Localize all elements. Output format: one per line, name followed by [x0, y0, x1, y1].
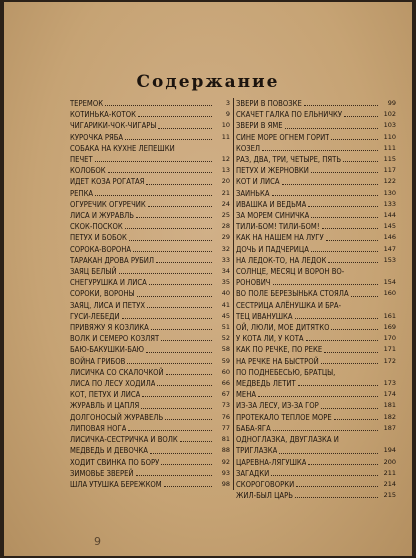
toc-entry-title: ВОЙНА ГРИБОВ — [70, 356, 126, 366]
toc-entry-page: 77 — [221, 423, 230, 432]
leader-dots — [271, 475, 378, 476]
leader-dots — [146, 184, 212, 185]
toc-entry-title: ВОЛК И СЕМЕРО КОЗЛЯТ — [70, 334, 160, 344]
toc-entry-page: 173 — [383, 379, 396, 388]
toc-entry — [70, 479, 230, 490]
toc-entry — [70, 255, 230, 266]
leader-dots — [311, 217, 378, 218]
toc-entry-title: КОЛОБОК — [70, 166, 106, 176]
toc-entry — [236, 389, 396, 400]
leader-dots — [331, 329, 378, 330]
toc-entry — [236, 457, 396, 468]
toc-entry-page: 153 — [383, 255, 396, 264]
toc-entry-page: 3 — [225, 99, 230, 107]
toc-entry — [236, 356, 396, 367]
toc-entry — [70, 154, 230, 165]
toc-entry-title: ИВАШКА И ВЕДЬМА — [236, 199, 307, 209]
leader-dots — [141, 408, 212, 409]
leader-dots — [136, 475, 212, 476]
leader-dots — [180, 441, 212, 442]
leader-dots — [164, 486, 212, 487]
toc-entry-title: ДОЧЬ И ПАДЧЕРИЦА — [236, 244, 309, 254]
toc-entry-page: 144 — [383, 211, 396, 220]
toc-entry — [236, 333, 396, 344]
toc-entry-title: ЗАИНЬКА — [236, 188, 270, 198]
leader-dots — [321, 363, 378, 364]
toc-entry-page: 182 — [383, 412, 396, 421]
leader-dots — [311, 251, 378, 252]
leader-dots — [146, 352, 212, 353]
toc-entry — [70, 311, 230, 322]
toc-entry — [236, 232, 396, 243]
toc-entry-page: 133 — [383, 199, 396, 208]
toc-entry-title: ЗВЕРИ В ЯМЕ — [236, 121, 283, 131]
toc-entry — [236, 378, 396, 389]
toc-entry-title: БАБА-ЯГА — [236, 423, 271, 433]
toc-entry-page: 160 — [383, 289, 396, 298]
toc-entry — [70, 367, 230, 378]
toc-entry — [70, 333, 230, 344]
toc-entry — [70, 266, 230, 277]
toc-entry-title: СКАЧЕТ ГАЛКА ПО ЕЛЬНИЧКУ — [236, 110, 343, 120]
toc-entry — [236, 400, 396, 411]
toc-entry — [70, 277, 230, 288]
leader-dots — [311, 172, 378, 173]
toc-entry-title: НА ЛЕДОК-ТО, НА ЛЕДОК — [236, 255, 327, 265]
toc-entry-title: ТЕРЕМОК — [70, 99, 104, 108]
toc-entry-page: 122 — [383, 177, 396, 186]
toc-entry-title: ЗАЯЦ БЕЛЫЙ — [70, 267, 117, 277]
leader-dots — [127, 363, 212, 364]
toc-entry-title: СНЕГУРУШКА И ЛИСА — [70, 278, 147, 288]
toc-entry — [70, 143, 230, 154]
toc-entry-title: СОЛНЦЕ, МЕСЯЦ И ВОРОН ВО- — [236, 267, 345, 277]
leader-dots — [304, 105, 378, 106]
toc-entry — [236, 188, 396, 199]
toc-entry — [70, 288, 230, 299]
toc-entry-page: 76 — [221, 412, 230, 421]
toc-entry-page: 99 — [387, 99, 396, 107]
toc-entry — [236, 98, 396, 109]
toc-entry-page: 215 — [383, 491, 396, 500]
toc-entry — [70, 445, 230, 456]
toc-entry — [236, 300, 396, 311]
leader-dots — [149, 284, 212, 285]
toc-entry — [70, 389, 230, 400]
toc-entry-page: 45 — [221, 311, 230, 320]
toc-entry-page: 25 — [221, 211, 230, 220]
leader-dots — [166, 374, 212, 375]
toc-entry-page: 88 — [221, 446, 230, 455]
toc-entry-page: 66 — [221, 379, 230, 388]
toc-entry-page: 98 — [221, 479, 230, 488]
toc-entry-page: 58 — [221, 345, 230, 354]
leader-dots — [308, 206, 378, 207]
toc-entry-page: 103 — [383, 121, 396, 130]
leader-dots — [95, 195, 212, 196]
toc-entry-title: МЕДВЕДЬ ЛЕТИТ — [236, 379, 296, 389]
toc-entry-page: 145 — [383, 222, 396, 231]
toc-entry-page: 12 — [221, 155, 230, 164]
toc-entry-title: КОЗЕЛ — [236, 143, 261, 153]
leader-dots — [334, 419, 378, 420]
leader-dots — [125, 228, 212, 229]
toc-entry-page: 35 — [221, 278, 230, 287]
toc-entry — [236, 434, 396, 445]
leader-dots — [137, 296, 212, 297]
toc-entry-page: 20 — [221, 177, 230, 186]
toc-entry-page: 11 — [221, 132, 230, 141]
toc-entry-page: 21 — [221, 188, 230, 197]
toc-entry-title: ЗАГАДКИ — [236, 468, 270, 478]
leader-dots — [328, 262, 378, 263]
toc-entry-title: РАЗ, ДВА, ТРИ, ЧЕТЫРЕ, ПЯТЬ — [236, 155, 341, 165]
toc-entry-page: 169 — [383, 323, 396, 332]
toc-entry-page: 93 — [221, 468, 230, 477]
toc-entry — [70, 423, 230, 434]
leader-dots — [273, 284, 379, 285]
leader-dots — [150, 453, 212, 454]
toc-entry-page: 51 — [221, 323, 230, 332]
leader-dots — [125, 139, 212, 140]
toc-entry-page: 102 — [383, 110, 396, 119]
toc-entry-page: 111 — [383, 143, 396, 152]
toc-entry-page: 146 — [383, 233, 396, 242]
toc-entry-page: 211 — [383, 468, 396, 477]
toc-entry — [236, 423, 396, 434]
leader-dots — [273, 430, 378, 431]
toc-entry-title: ЛИСИЧКА-СЕСТРИЧКА И ВОЛК — [70, 435, 178, 445]
toc-entry — [70, 210, 230, 221]
leader-dots — [119, 273, 212, 274]
toc-entry-title: СОРОКИ, ВОРОНЫ — [70, 289, 135, 299]
toc-entry-page: 117 — [383, 166, 396, 175]
toc-entry — [236, 165, 396, 176]
toc-entry-title: МЕНА — [236, 390, 257, 400]
toc-entry — [236, 154, 396, 165]
toc-entry — [236, 311, 396, 322]
toc-entry — [70, 322, 230, 333]
toc-entry-page: 24 — [221, 199, 230, 208]
toc-entry-page: 92 — [221, 457, 230, 466]
toc-entry-page: 161 — [383, 311, 396, 320]
toc-entry-page: 187 — [383, 423, 396, 432]
toc-entry — [70, 188, 230, 199]
leader-dots — [298, 385, 378, 386]
toc-entry-title: ЗА МОРЕМ СИНИЧКА — [236, 211, 310, 221]
toc-entry — [70, 244, 230, 255]
toc-entry-title: БАЮ-БАКУШКИ-БАЮ — [70, 345, 145, 355]
leader-dots — [324, 352, 378, 353]
toc-entry-title: ИЗ-ЗА ЛЕСУ, ИЗ-ЗА ГОР — [236, 401, 319, 411]
toc-entry-title: КОТ, ПЕТУХ И ЛИСА — [70, 390, 141, 400]
toc-entry-title: ТАРАКАН ДРОВА РУБИЛ — [70, 255, 155, 265]
toc-entry-title: КАК ПО РЕЧКЕ, ПО РЕКЕ — [236, 345, 323, 355]
toc-entry-page: 170 — [383, 334, 396, 343]
leader-dots — [295, 497, 378, 498]
leader-dots — [157, 385, 212, 386]
leader-dots — [147, 307, 212, 308]
page-number: 9 — [94, 535, 101, 548]
toc-entry-title: КОТИНЬКА-КОТОК — [70, 110, 136, 120]
book-page — [4, 2, 412, 556]
toc-entry-title: ХОДИТ СВИНКА ПО БОРУ — [70, 457, 160, 467]
leader-dots — [343, 161, 378, 162]
toc-entry — [236, 199, 396, 210]
leader-dots — [296, 486, 378, 487]
toc-entry-page: 214 — [383, 479, 396, 488]
leader-dots — [138, 116, 212, 117]
toc-entry — [70, 98, 230, 109]
toc-entry-page: 154 — [383, 278, 396, 287]
toc-entry-title: СОБАКА НА КУХНЕ ЛЕПЕШКИ — [70, 143, 175, 153]
toc-entry — [236, 266, 396, 277]
toc-entry-page: 147 — [383, 244, 396, 253]
leader-dots — [165, 419, 212, 420]
toc-entry-page: 115 — [383, 155, 396, 164]
toc-entry — [70, 176, 230, 187]
toc-entry-page: 29 — [221, 233, 230, 242]
toc-entry-page: 13 — [221, 166, 230, 175]
leader-dots — [133, 251, 212, 252]
toc-entry — [236, 120, 396, 131]
toc-entry — [236, 277, 396, 288]
toc-entry-title: ПРИВЯЖУ Я КОЗЛИКА — [70, 323, 149, 333]
toc-entry-title: ТИЛИ-БОМ! ТИЛИ-БОМ! — [236, 222, 320, 232]
toc-entry-page: 200 — [383, 457, 396, 466]
toc-entry — [236, 244, 396, 255]
leader-dots — [158, 128, 212, 129]
toc-entry — [70, 232, 230, 243]
toc-entry-page: 174 — [383, 390, 396, 399]
toc-entry-page: 73 — [221, 401, 230, 410]
toc-entry — [70, 221, 230, 232]
toc-entry-page: 67 — [221, 390, 230, 399]
toc-entry — [236, 479, 396, 490]
toc-entry-title: СОРОКА-ВОРОНА — [70, 244, 132, 254]
toc-entry — [236, 367, 396, 378]
toc-entry-page: 81 — [221, 435, 230, 444]
toc-entry — [70, 165, 230, 176]
toc-entry — [70, 120, 230, 131]
toc-entry-page: 171 — [383, 345, 396, 354]
toc-entry-title: ТРИГЛАЗКА — [236, 446, 278, 456]
toc-right-column — [236, 98, 396, 501]
toc-entry — [236, 288, 396, 299]
toc-entry-page: 41 — [221, 300, 230, 309]
toc-entry — [70, 400, 230, 411]
toc-entry-title: ЗИМОВЬЕ ЗВЕРЕЙ — [70, 468, 134, 478]
leader-dots — [151, 329, 212, 330]
toc-entry-title: ПРОТЕКАЛО ТЕПЛОЕ МОРЕ — [236, 412, 332, 422]
toc-entry-title: НА РЕЧКЕ НА БЫСТРОЙ — [236, 356, 319, 366]
toc-entry — [236, 109, 396, 120]
toc-entry — [70, 356, 230, 367]
toc-entry-page: 60 — [221, 367, 230, 376]
toc-entry-title: РЕПКА — [70, 188, 94, 198]
leader-dots — [128, 430, 212, 431]
toc-entry-title: КУРОЧКА РЯБА — [70, 132, 124, 142]
leader-dots — [161, 464, 212, 465]
leader-dots — [326, 240, 378, 241]
toc-entry — [70, 344, 230, 355]
toc-entry-title: ПО ПОДНЕБЕСЬЮ, БРАТЦЫ, — [236, 367, 336, 377]
leader-dots — [321, 408, 378, 409]
toc-entry-title: ЖИЛ-БЫЛ ЦАРЬ — [236, 491, 293, 501]
toc-entry — [70, 412, 230, 423]
leader-dots — [105, 105, 212, 106]
leader-dots — [351, 296, 378, 297]
toc-entry-title: ШЛА УТУШКА БЕРЕЖКОМ — [70, 479, 162, 489]
toc-entry — [70, 300, 230, 311]
leader-dots — [331, 139, 378, 140]
toc-entry-title: ПЕЧЕТ — [70, 155, 93, 165]
toc-entry — [70, 132, 230, 143]
leader-dots — [136, 217, 212, 218]
leader-dots — [148, 206, 212, 207]
toc-entry — [236, 322, 396, 333]
leader-dots — [95, 161, 212, 162]
leader-dots — [295, 318, 378, 319]
toc-entry-page: 59 — [221, 356, 230, 365]
leader-dots — [282, 184, 378, 185]
leader-dots — [344, 116, 378, 117]
toc-entry — [236, 210, 396, 221]
leader-dots — [322, 228, 378, 229]
toc-entry — [70, 378, 230, 389]
toc-entry-title: ЛИСА И ЖУРАВЛЬ — [70, 211, 134, 221]
toc-entry-page: 40 — [221, 289, 230, 298]
toc-entry — [236, 344, 396, 355]
toc-entry-title: ЛИСИЧКА СО СКАЛОЧКОЙ — [70, 367, 164, 377]
toc-entry-page: 28 — [221, 222, 230, 231]
leader-dots — [122, 318, 212, 319]
toc-entry-title: ЛИПОВАЯ НОГА — [70, 423, 127, 433]
leader-dots — [129, 240, 212, 241]
toc-entry-title: У КОТА ЛИ, У КОТА — [236, 334, 304, 344]
toc-entry-title: ЗВЕРИ В ПОВОЗКЕ — [236, 99, 302, 108]
page-title: Содержание — [136, 72, 280, 92]
toc-entry-title: ЖУРАВЛЬ И ЦАПЛЯ — [70, 401, 140, 411]
toc-entry — [236, 490, 396, 501]
toc-entry-title: ОЙ, ЛЮЛИ, МОЕ ДИТЯТКО — [236, 323, 330, 333]
toc-entry — [70, 109, 230, 120]
toc-entry — [70, 199, 230, 210]
toc-entry-title: ДОЛГОНОСЫЙ ЖУРАВЕЛЬ — [70, 412, 164, 422]
toc-entry — [70, 457, 230, 468]
toc-entry-page: 52 — [221, 334, 230, 343]
toc-entry-title: ИДЕТ КОЗА РОГАТАЯ — [70, 177, 145, 187]
toc-entry-title: СКОРОГОВОРКИ — [236, 479, 295, 489]
toc-entry-page: 9 — [225, 110, 230, 119]
toc-entry-title: ТЕЦ ИВАНУШКА — [236, 311, 293, 321]
leader-dots — [161, 340, 212, 341]
toc-entry-title: ЛИСА ПО ЛЕСУ ХОДИЛА — [70, 379, 156, 389]
leader-dots — [258, 396, 378, 397]
toc-entry-title: ВО ПОЛЕ БЕРЕЗЫНЬКА СТОЯЛА — [236, 289, 349, 299]
toc-entry-page: 130 — [383, 188, 396, 197]
toc-entry — [236, 176, 396, 187]
toc-entry-title: ПЕТУХ И ЖЕРНОВКИ — [236, 166, 309, 176]
toc-entry-title: СКОК-ПОСКОК — [70, 222, 123, 232]
toc-entry — [236, 412, 396, 423]
toc-entry-title: КАК НА НАШЕМ НА ЛУГУ — [236, 233, 324, 243]
toc-entry-title: ОДНОГЛАЗКА, ДВУГЛАЗКА И — [236, 435, 339, 445]
toc-entry-page: 194 — [383, 446, 396, 455]
toc-entry-page: 181 — [383, 401, 396, 410]
toc-entry-page: 34 — [221, 267, 230, 276]
toc-entry — [236, 255, 396, 266]
toc-entry-title: ПЕТУХ И БОБОК — [70, 233, 127, 243]
toc-entry-title: ГУСИ-ЛЕБЕДИ — [70, 311, 120, 321]
toc-entry-title: ЧИГАРИКИ-ЧОК-ЧИГАРЫ — [70, 121, 157, 131]
toc-entry-title: СИНЕ МОРЕ ОГНЕМ ГОРИТ — [236, 132, 330, 142]
toc-entry — [236, 143, 396, 154]
leader-dots — [156, 262, 212, 263]
toc-entry-page: 172 — [383, 356, 396, 365]
toc-left-column — [70, 98, 230, 490]
leader-dots — [262, 150, 378, 151]
toc-entry-title: СЕСТРИЦА АЛЁНУШКА И БРА- — [236, 300, 342, 310]
toc-entry — [236, 132, 396, 143]
toc-entry-title: ЗАЯЦ, ЛИСА И ПЕТУХ — [70, 300, 146, 310]
toc-entry-page: 110 — [383, 132, 396, 141]
toc-entry-title: КОТ И ЛИСА — [236, 177, 280, 187]
toc-entry — [236, 468, 396, 479]
toc-entry — [236, 221, 396, 232]
leader-dots — [142, 396, 212, 397]
toc-entry-page: 33 — [221, 255, 230, 264]
leader-dots — [272, 195, 378, 196]
leader-dots — [306, 340, 378, 341]
toc-entry-page: 32 — [221, 244, 230, 253]
toc-entry — [236, 445, 396, 456]
leader-dots — [308, 464, 378, 465]
leader-dots — [285, 128, 378, 129]
toc-entry-title: ОГУРЕЧИК ОГУРЕЧИК — [70, 199, 146, 209]
toc-entry — [70, 468, 230, 479]
leader-dots — [108, 172, 212, 173]
toc-entry — [70, 434, 230, 445]
toc-entry-title: МЕДВЕДЬ И ДЕВОЧКА — [70, 446, 148, 456]
toc-entry-title: РОНОВИЧ — [236, 278, 271, 288]
toc-entry-title: ЦАРЕВНА-ЛЯГУШКА — [236, 457, 307, 467]
leader-dots — [279, 453, 378, 454]
toc-entry-page: 10 — [221, 121, 230, 130]
